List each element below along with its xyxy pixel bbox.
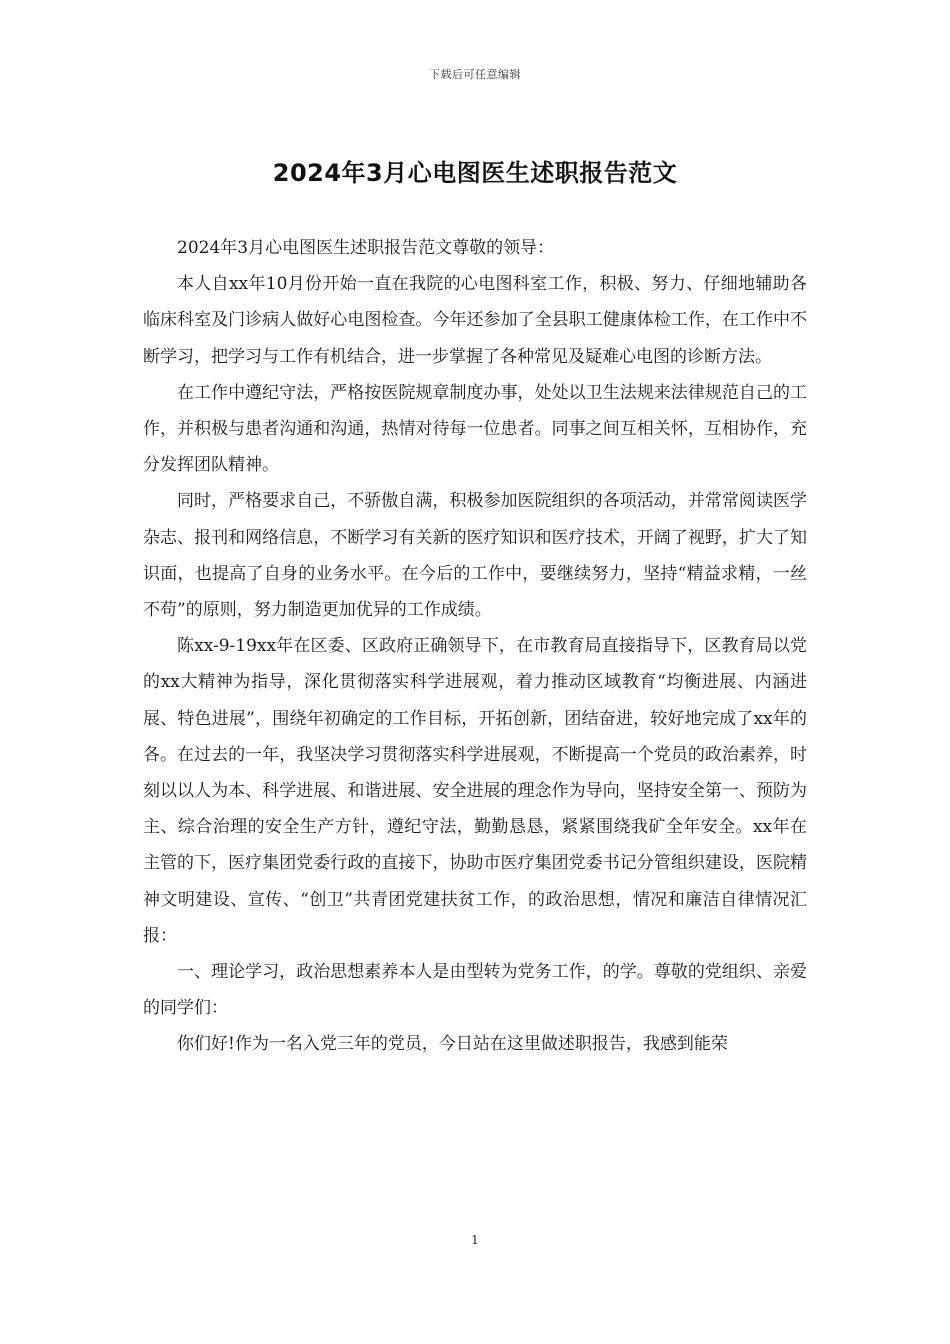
paragraph: 一、理论学习，政治思想素养本人是由型转为党务工作，的学。尊敬的党组织、亲爱的同学们：	[143, 962, 807, 1019]
page-number: 1	[471, 1233, 479, 1247]
paragraph: 你们好!作为一名入党三年的党员，今日站在这里做述职报告，我感到能荣	[177, 1034, 728, 1055]
document-title: 2024年3月心电图医生述职报告范文	[272, 159, 678, 187]
header-note: 下载后可任意编辑	[429, 68, 521, 81]
paragraph-salutation: 2024年3月心电图医生述职报告范文尊敬的领导：	[177, 238, 555, 258]
paragraph: 本人自xx年10月份开始一直在我院的心电图科室工作，积极、努力、仔细地辅助各临床科室及门诊病人做好心电图检查。今年还参加了全县职工健康体检工作，在工作中不断学习，把学习与工作有机结合，进一步掌握了各种常见及疑难心电图的诊断方法。	[143, 274, 807, 367]
paragraph: 陈xx-9-19xx年在区委、区政府正确领导下，在市教育局直接指导下，区教育局以党的xx大精神为指导，深化贯彻落实科学进展观，着力推动区域教育“均衡进展、内涵进展、特色进展”，围绕年初确定的工作目标，开拓创新，团结奋进，较好地完成了xx年的各。在过去的一年，我坚决学习贯彻落实科学进展观，不断提高一个党员的政治素养，时刻以以人为本、科学进展、和谐进展、安全进展的理念作为导向，坚持安全第一、预防为主、综合治理的安全生产方针，遵纪守法，勤勤恳恳，紧紧围绕我矿全年安全。xx年在主管的下，医疗集团党委行政的直接下，协助市医疗集团党委书记分管组织建设，医院精神文明建设、宣传、“创卫”共青团党建扶贫工作，的政治思想，情况和廉洁自律情况汇报：	[143, 636, 807, 946]
paragraph: 在工作中遵纪守法，严格按医院规章制度办事，处处以卫生法规来法律规范自己的工作，并积极与患者沟通和沟通，热情对待每一位患者。同事之间互相关怀，互相协作，充分发挥团队精神。	[143, 382, 807, 476]
paragraph: 同时，严格要求自己，不骄傲自满，积极参加医院组织的各项活动，并常常阅读医学杂志、报刊和网络信息，不断学习有关新的医疗知识和医疗技术，开阔了视野，扩大了知识面，也提高了自身的业务水平。在今后的工作中，要继续努力，坚持“精益求精，一丝不苟”的原则，努力制造更加优异的工作成绩。	[143, 491, 807, 621]
document-body	[143, 230, 807, 1063]
